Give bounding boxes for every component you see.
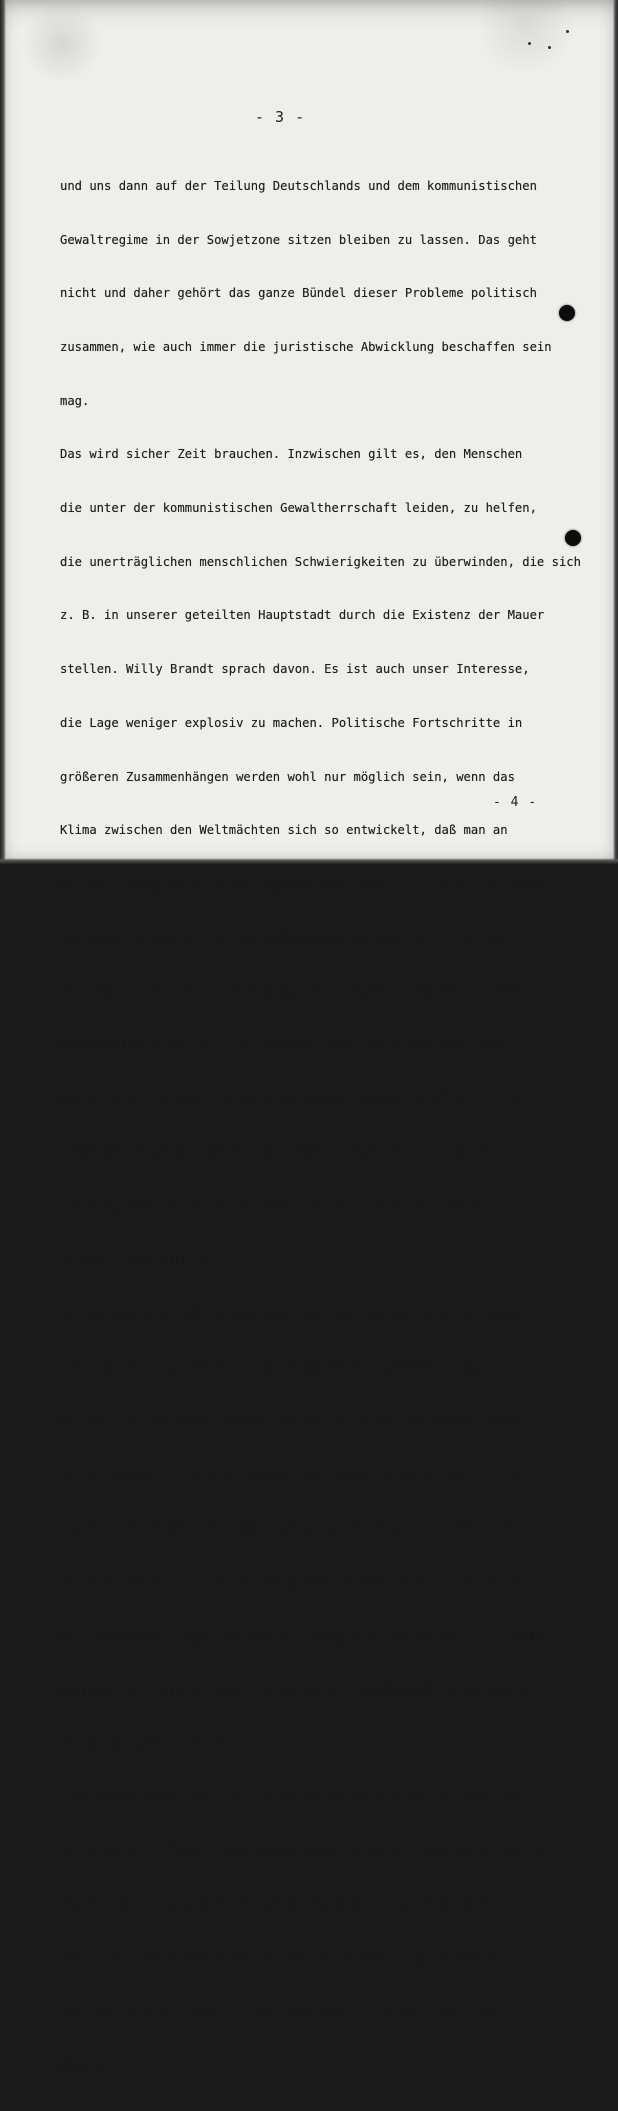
page-number: - 3 - — [255, 108, 306, 126]
scan-speck — [528, 42, 531, 45]
body-text — [60, 142, 580, 2111]
scan-edge-left — [0, 0, 6, 864]
text-line: bleme mit eingebaut werden, und daß Erfolge der Politik der Ent- — [60, 1145, 530, 1160]
text-line: seiner Hauptstadt Berlin. — [60, 1252, 244, 1267]
text-line: Aber eines wissen wir, wir Deutsche können unsere Probleme nicht — [60, 1789, 530, 1804]
text-line: mag. — [60, 393, 90, 408]
text-line: Es ist denkbar, daß Fortschritte auf dem Gebiete der Begrenzung — [60, 1306, 530, 1321]
text-line: spannung sichtbar werden in der Lage des deutschen Volkes und — [60, 1199, 508, 1214]
scan-edge-right — [613, 0, 618, 864]
text-line: Völkern als Mittel der Politik genutzt werden kann. Auch andere — [60, 1575, 523, 1590]
text-line: die Lage weniger explosiv zu machen. Politische Fortschritte in — [60, 715, 523, 730]
text-line: Seite die geschlossene Solidarität des Westens gegenübersteht, — [60, 1951, 515, 1966]
continuation-page-ref: - 4 - — [493, 795, 538, 810]
text-line: Gewaltregime in der Sowjetzone sitzen bleiben zu lassen. Das geht — [60, 232, 537, 247]
text-line: Handelspolitik mit der Sowjetunion und den von ihr beherrschten — [60, 1521, 523, 1536]
punch-hole — [559, 305, 575, 321]
text-line: Klima zwischen den Weltmächten sich so entwickelt, daß man an — [60, 823, 508, 838]
punch-hole — [565, 530, 581, 546]
text-line: und Kontolle der Rüstungen in einem weitaus größeren Rahmen als — [60, 1360, 523, 1375]
text-line: haben, daß in diesen Prozeß auch unsere Sorgen und Nöte und Pro- — [60, 1091, 530, 1106]
text-line: nicht und daher gehört das ganze Bündel dieser Probleme politisch — [60, 286, 537, 301]
text-line: z. B. in unserer geteilten Hauptstadt durch die Existenz der Mauer — [60, 608, 545, 623]
text-line: und uns dann auf der Teilung Deutschlands und dem kommunistischen — [60, 178, 537, 193]
text-line: im ganzen gesehen werden. — [60, 1736, 244, 1751]
text-line: für eine Politik der Entspannung. Das bedeutet, daß wir den Welt- — [60, 984, 537, 999]
text-line: stellen. Willy Brandt sprach davon. Es ist auch unser Interesse, — [60, 662, 530, 677]
text-line: um einmal dieses all zu oft mißverstandene Wort zu gebrauchen, — [60, 930, 515, 945]
text-line: mächten helfen wollen zueinanderzufinden, wenn wir die Gewähr — [60, 1038, 515, 1053]
text-line: weltpolitische Fragen stehen im Hintergrunde und müssen im Zusammen- — [60, 1628, 559, 1643]
text-line: Das wird sicher Zeit brauchen. Inzwischen gilt es, den Menschen — [60, 447, 523, 462]
scan-speck — [566, 30, 569, 33]
text-line: im Alleingang lösen. Aussichtsreich wird nur dann verhandelt werden — [60, 1843, 552, 1858]
text-line: zusammen, wie auch immer die juristische Abwicklung beschaffen sein — [60, 339, 552, 354]
text-line: weitere Lösungsversuche herangehen kann. Deshalb sind wir Deutsche, — [60, 876, 552, 891]
text-line: können, wenn der großen Weltmacht Sowjetunion auf der anderen — [60, 1897, 508, 1912]
text-line: müssen. — [60, 2058, 112, 2073]
text-line: größeren Zusammenhängen werden wohl nur möglich sein, wenn das — [60, 769, 515, 784]
text-line: nur auf dem deutschen Gebiete allein das Klima verbessern können. — [60, 1413, 537, 1428]
scan-speck — [548, 46, 551, 49]
text-line: eine Solidarität, die auch wir Deutsche zu tragen bereit sein — [60, 2004, 508, 2019]
text-line: Es ist denkbar, daß eine besser als bisher im Westen koordinierte — [60, 1467, 537, 1482]
text-line: die unter der kommunistischen Gewaltherrschaft leiden, zu helfen, — [60, 501, 537, 516]
text-line: hang mit den Möglichkeiten eines neuen Gespräches über Deutschland — [60, 1682, 545, 1697]
text-line: die unerträglichen menschlichen Schwierigkeiten zu überwinden, die sich — [60, 554, 581, 569]
